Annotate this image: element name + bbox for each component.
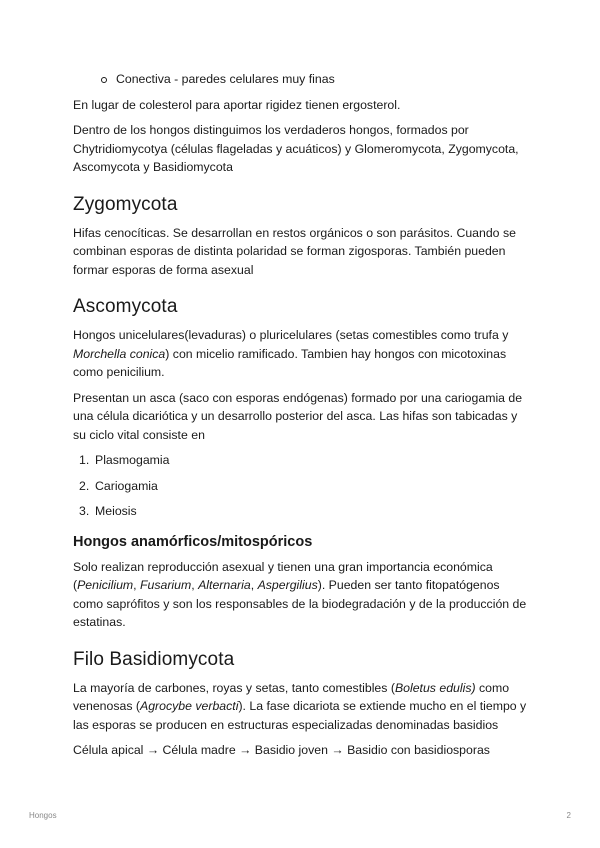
list-number: 1. [79, 453, 90, 467]
section-heading-basidiomycota: Filo Basidiomycota [73, 648, 235, 670]
separator: , [250, 578, 258, 592]
text-run: ). La fase dicariota se extiende mucho en el tiempo y las esporas se producen en estructuras especializadas denominadas basidios [73, 699, 527, 732]
text-run: ) con micelio ramificado. Tambien hay hongos con micotoxinas como penicilium. [73, 346, 507, 379]
list-item [73, 70, 533, 89]
genus-name: Alternaria [198, 578, 251, 592]
footer-title: Hongos [29, 811, 57, 820]
genus-name: Penicilium [77, 578, 134, 592]
species-name: Boletus edulis) [394, 680, 476, 695]
separator: , [191, 578, 199, 592]
list-item [73, 451, 533, 470]
page-number: 2 [566, 811, 571, 820]
subsection-heading-anamorficos: Hongos anamórficos/mitospóricos [73, 533, 313, 550]
list-item-label: Plasmogamia [95, 453, 170, 467]
text-run: Hongos unicelulares(levaduras) o pluricelulares (setas comestibles como trufa y [73, 328, 509, 342]
genus-name: Aspergilius [257, 578, 318, 592]
development-flow: Célula apical → Célula madre → Basidio joven → Basidio con basidiosporas [73, 743, 490, 757]
separator: , [133, 578, 140, 592]
paragraph [73, 679, 533, 735]
paragraph [73, 326, 533, 382]
hollow-bullet-icon [101, 77, 107, 83]
paragraph: Hifas cenocíticas. Se desarrollan en restos orgánicos o son parásitos. Cuando se combinan esporas de distinta polaridad se forman zigosporas. También pueden formar esporas de forma asexual [73, 225, 516, 277]
paragraph: Presentan un asca (saco con esporas endógenas) formado por una cariogamia de una célula dicariótica y un desarrollo posterior del asca. Las hifas son tabicadas y su ciclo vital consiste en [73, 390, 523, 442]
list-item-label: Meiosis [95, 504, 137, 518]
paragraph [73, 558, 533, 632]
species-name: Agrocybe verbacti [140, 699, 239, 713]
genus-name: Fusarium [140, 578, 192, 592]
text-run: Solo realizan reproducción asexual y tienen una gran importancia económica ( [73, 559, 493, 592]
text-run: como venenosas ( [73, 680, 510, 713]
species-name: Morchella conica [73, 346, 166, 361]
list-number: 3. [79, 504, 90, 518]
bullet-text: Conectiva - paredes celulares muy finas [116, 72, 335, 86]
list-item [73, 477, 533, 496]
list-item-label: Cariogamia [95, 478, 158, 493]
list-item [73, 502, 533, 521]
life-cycle-list [73, 451, 533, 521]
paragraph: En lugar de colesterol para aportar rigidez tienen ergosterol. [73, 97, 401, 112]
section-heading-ascomycota: Ascomycota [73, 296, 178, 317]
list-number: 2. [79, 478, 90, 493]
paragraph: Dentro de los hongos distinguimos los verdaderos hongos, formados por Chytridiomycotya (células flageladas y acuáticos) y Glomeromycota, Zygomycota, Ascomycota y Basidiomycota [73, 123, 519, 174]
document-body [73, 70, 533, 767]
text-run: La mayoría de carbones, royas y setas, tanto comestibles ( [73, 680, 395, 695]
section-heading-zygomycota: Zygomycota [73, 193, 178, 215]
text-run: ). Pueden ser tanto fitopatógenos como saprófitos y son los responsables de la biodegradación y de la producción de estatinas. [73, 578, 527, 629]
